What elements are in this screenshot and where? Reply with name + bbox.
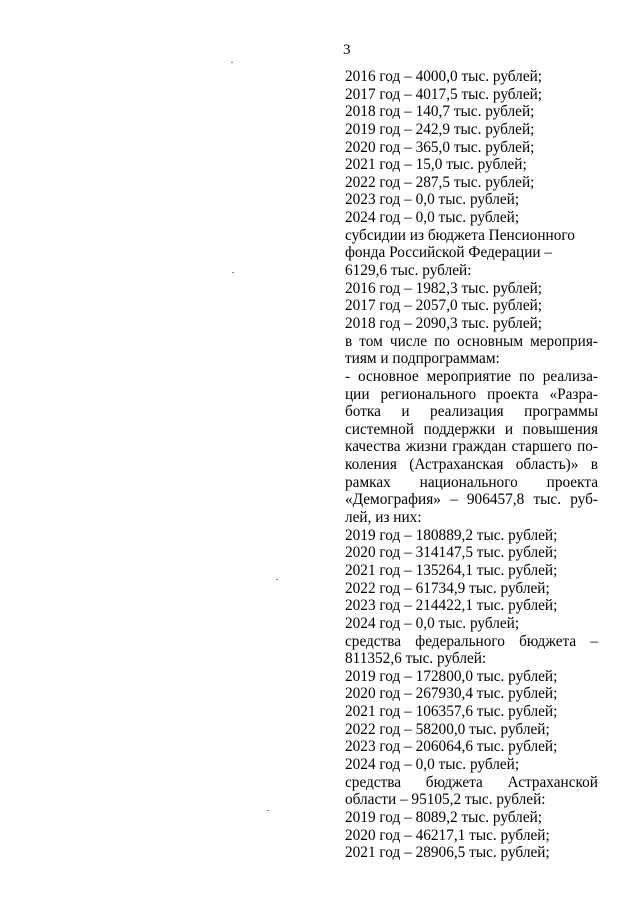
text-line: 2023 год – 0,0 тыс. рублей; — [345, 191, 520, 209]
text-line: 2020 год – 267930,4 тыс. рублей; — [345, 685, 558, 703]
scan-speck — [267, 810, 269, 811]
text-line: 2021 год – 106357,6 тыс. рублей; — [345, 703, 558, 721]
text-line: 2016 год – 1982,3 тыс. рублей; — [345, 279, 543, 297]
text-line: ботка и реализация программы — [345, 403, 598, 421]
text-line: 2022 год – 287,5 тыс. рублей; — [345, 173, 535, 191]
text-line: средства федерального бюджета – — [345, 632, 598, 650]
financing-text-column — [345, 68, 598, 862]
text-line: рамках национального проекта — [345, 473, 598, 491]
text-line: 2019 год – 8089,2 тыс. рублей; — [345, 808, 543, 826]
text-line: 2024 год – 0,0 тыс. рублей; — [345, 614, 520, 632]
text-line: системной поддержки и повышения — [345, 420, 598, 438]
text-line: в том числе по основным мероприя- — [345, 332, 598, 350]
text-line: средства бюджета Астраханской — [345, 773, 598, 791]
text-line: 2020 год – 314147,5 тыс. рублей; — [345, 544, 558, 562]
text-line: 2022 год – 61734,9 тыс. рублей; — [345, 579, 550, 597]
text-line: тиям и подпрограммам: — [345, 350, 500, 368]
text-line: 2021 год – 15,0 тыс. рублей; — [345, 156, 527, 174]
text-line: лей, из них: — [345, 509, 422, 527]
scan-speck — [276, 579, 278, 580]
text-line: «Демография» – 906457,8 тыс. руб- — [345, 491, 598, 509]
text-line: 2020 год – 46217,1 тыс. рублей; — [345, 826, 550, 844]
page-number: 3 — [343, 42, 351, 58]
text-line: 2017 год – 4017,5 тыс. рублей; — [345, 85, 543, 103]
scan-speck — [232, 272, 234, 273]
text-line: 2020 год – 365,0 тыс. рублей; — [345, 138, 535, 156]
text-line: субсидии из бюджета Пенсионного — [345, 226, 575, 244]
text-line: ции регионального проекта «Разра- — [345, 385, 598, 403]
text-line: фонда Российской Федерации – — [345, 244, 553, 262]
text-line: 2016 год – 4000,0 тыс. рублей; — [345, 68, 543, 85]
text-line: 2023 год – 206064,6 тыс. рублей; — [345, 738, 558, 756]
text-line: 6129,6 тыс. рублей: — [345, 262, 472, 280]
text-line: - основное мероприятие по реализа- — [345, 367, 598, 385]
text-line: 2023 год – 214422,1 тыс. рублей; — [345, 597, 558, 615]
text-line: 811352,6 тыс. рублей: — [345, 650, 487, 668]
text-line: 2024 год – 0,0 тыс. рублей; — [345, 209, 520, 227]
text-line: качества жизни граждан старшего по- — [345, 438, 598, 456]
text-line: 2024 год – 0,0 тыс. рублей; — [345, 755, 520, 773]
text-line: 2021 год – 135264,1 тыс. рублей; — [345, 561, 558, 579]
text-line: 2018 год – 2090,3 тыс. рублей; — [345, 314, 543, 332]
text-line: 2019 год – 180889,2 тыс. рублей; — [345, 526, 558, 544]
text-line: области – 95105,2 тыс. рублей: — [345, 791, 546, 809]
text-line: 2018 год – 140,7 тыс. рублей; — [345, 103, 535, 121]
text-line: 2022 год – 58200,0 тыс. рублей; — [345, 720, 550, 738]
text-line: 2021 год – 28906,5 тыс. рублей; — [345, 844, 550, 862]
text-line: 2017 год – 2057,0 тыс. рублей; — [345, 297, 543, 315]
scan-speck — [231, 62, 233, 63]
text-line: коления (Астраханская область)» в — [345, 456, 598, 474]
text-line: 2019 год – 242,9 тыс. рублей; — [345, 120, 535, 138]
text-line: 2019 год – 172800,0 тыс. рублей; — [345, 667, 558, 685]
